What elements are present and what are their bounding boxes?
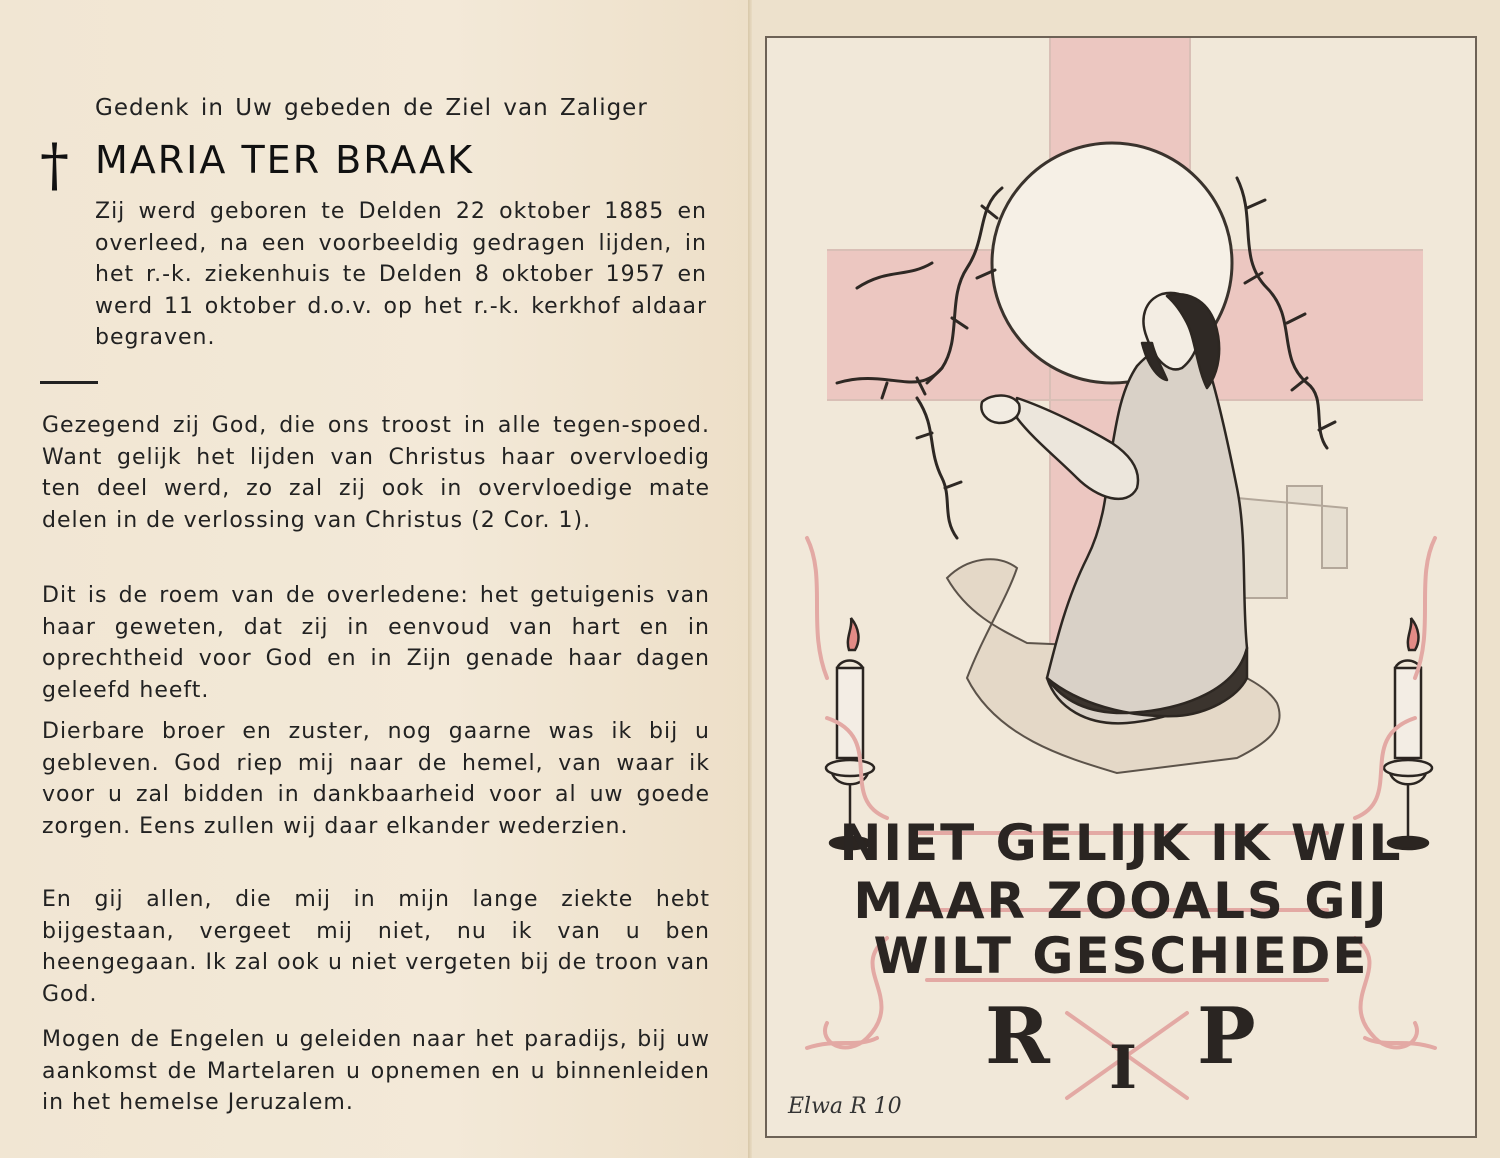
divider: [40, 381, 98, 384]
page-fold: [748, 0, 752, 1158]
praying-christ-illustration: [767, 38, 1475, 1136]
prayer-paragraph: Gezegend zij God, die ons troost in alle tegen-spoed. Want gelijk het lijden van Christus haar overvloedig ten deel werd, zo zal zij ook in overvloedige mate delen in de verlossing van Christus (2 Cor. 1).: [42, 413, 710, 533]
cross-icon: †: [40, 131, 69, 199]
rip-i: I: [1109, 1033, 1138, 1103]
prayer-paragraph: Dit is de roem van de overledene: het getuigenis van haar geweten, dat zij in eenvoud van hart en in oprechtheid voor God en in Zijn genade haar dagen geleefd heeft.: [42, 583, 710, 703]
prayer-paragraph: Mogen de Engelen u geleiden naar het paradijs, bij uw aankomst de Martelaren u opnemen en u binnenleiden in het hemelse Jeruzalem.: [42, 1027, 710, 1115]
rip-p: P: [1197, 991, 1256, 1082]
prayer-paragraph: Dierbare broer en zuster, nog gaarne was ik bij u gebleven. God riep mij naar de hemel, van waar ik voor u zal bidden in dankbaarheid voor al uw goede zorgen. Eens zullen wij daar elkander wederzien.: [42, 719, 710, 839]
biography: Zij werd geboren te Delden 22 oktober 1885 en overleed, na een voorbeeldig gedragen lijden, in het r.-k. ziekenhuis te Delden 8 oktober 1957 en werd 11 oktober d.o.v. op het r.-k. kerkhof aldaar begraven.: [95, 199, 707, 350]
artist-signature: Elwa R 10: [788, 1094, 902, 1119]
devotional-image: [765, 36, 1477, 1138]
motto-line-1: NIET GELIJK IK WIL: [839, 814, 1403, 872]
memorial-header: Gedenk in Uw gebeden de Ziel van Zaliger: [95, 95, 648, 121]
motto-line-2: MAAR ZOOALS GIJ: [853, 872, 1389, 930]
motto-line-3: WILT GESCHIEDE: [873, 927, 1369, 985]
motto: [840, 814, 1403, 985]
prayer-paragraph: En gij allen, die mij in mijn lange ziekte hebt bijgestaan, vergeet mij niet, nu ik van u ben heengegaan. Ik zal ook u niet vergeten bij de troon van God.: [42, 887, 710, 1007]
rip-r: R: [985, 991, 1050, 1082]
deceased-name: MARIA TER BRAAK: [95, 138, 475, 182]
